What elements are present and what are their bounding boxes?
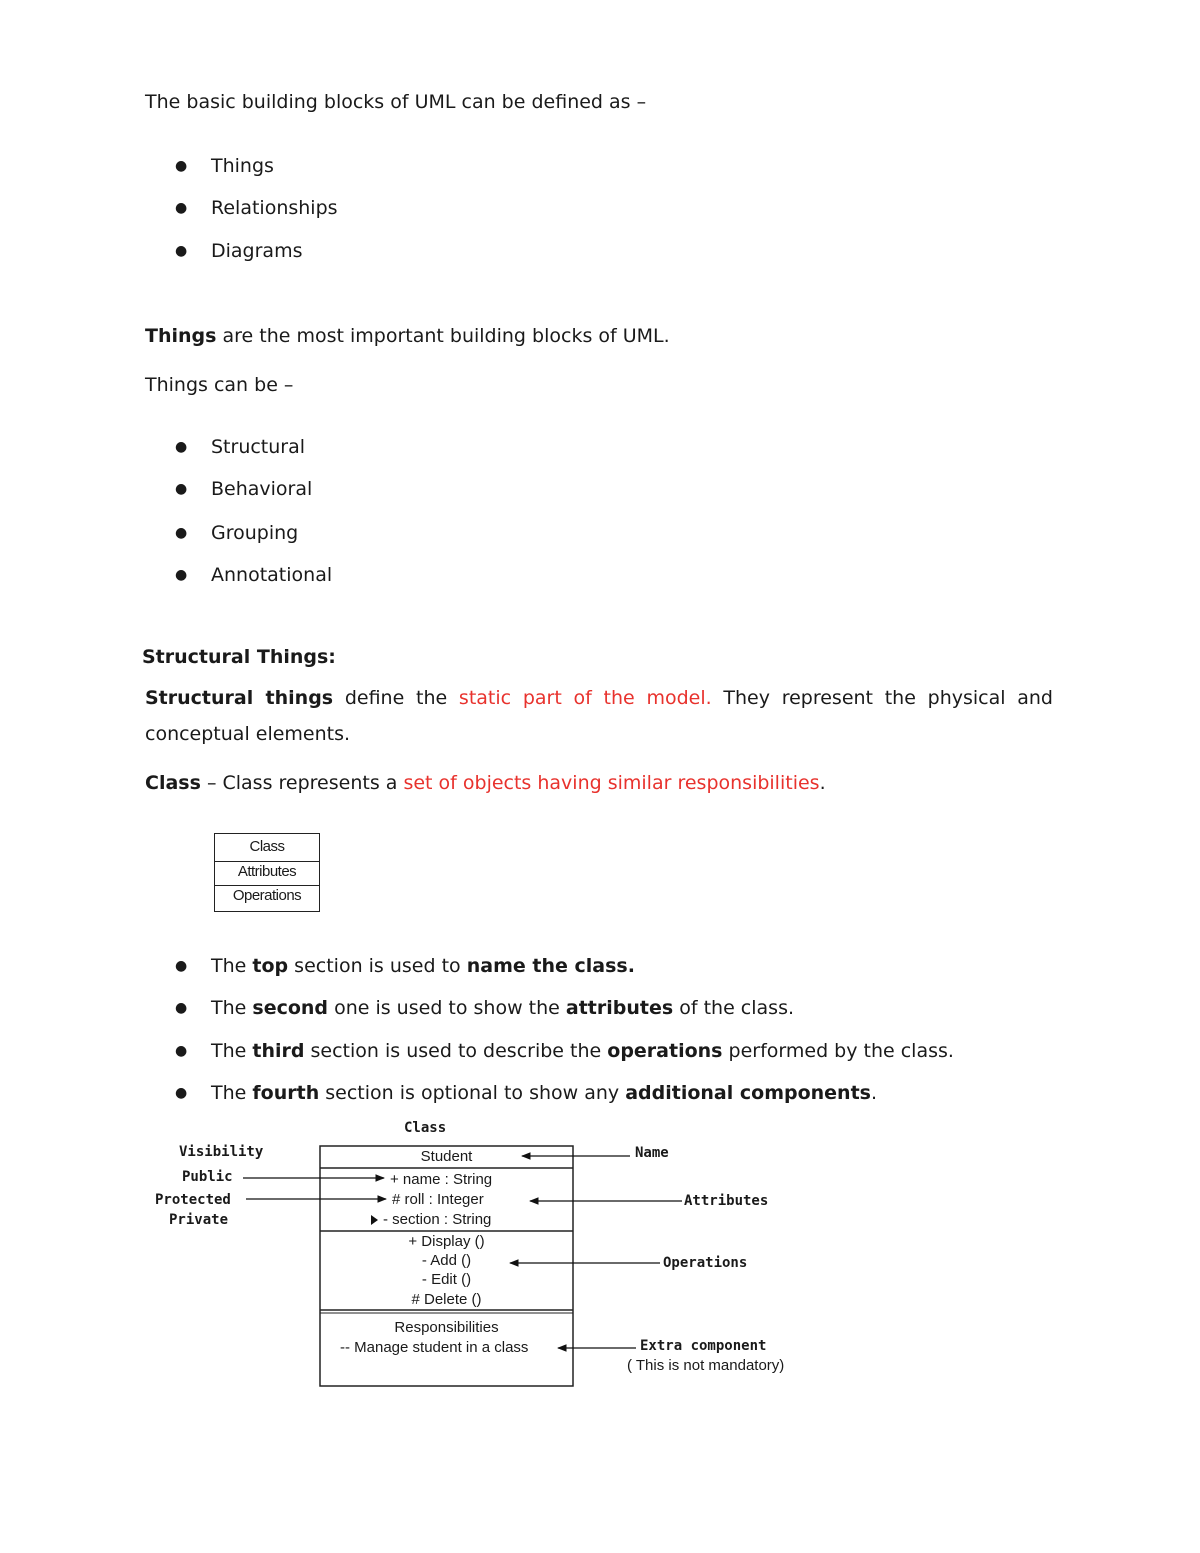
attribute-row: + name : String [390,1171,493,1188]
class-bold: Class [145,772,201,794]
public-label: Public [182,1169,233,1185]
private-label: Private [169,1212,229,1228]
bold-text: fourth [252,1082,320,1104]
bullet-icon: ● [175,1000,188,1016]
text: performed by the class. [722,1040,954,1062]
things-can-be: Things can be – [145,374,294,396]
list-item: Diagrams [211,240,303,262]
text: . [870,1082,878,1104]
structural-red-text: static part of the model. [458,687,712,709]
bold-text: third [252,1040,305,1062]
small-class-row-operations: Operations [232,887,302,904]
operation-row: - Edit () [421,1271,472,1288]
bold-text: operations [607,1040,723,1062]
bold-text: top [252,955,289,977]
text: The [211,955,253,977]
structural-heading: Structural Things: [142,646,336,668]
bullet-icon: ● [175,1043,188,1059]
diagram-top-label: Class [404,1120,447,1136]
class-red-text: set of objects having similar responsibilities [403,772,820,794]
bold-text: additional components [625,1082,871,1104]
bullet-icon: ● [175,200,188,216]
things-rest: are the most important building blocks of UML. [216,325,670,347]
attribute-row: # roll : Integer [392,1191,484,1208]
small-class-row-class: Class [249,838,285,855]
text: of the class. [673,997,795,1019]
structural-paragraph-line2: conceptual elements. [145,723,351,745]
bullet-icon: ● [175,567,188,583]
list-item: Behavioral [211,478,313,500]
text: section is optional to show any [319,1082,626,1104]
bullet-icon: ● [175,1085,188,1101]
operation-row: # Delete () [411,1291,482,1308]
responsibilities-row: -- Manage student in a class [340,1339,529,1356]
bullet-icon: ● [175,525,188,541]
text: section is used to [288,955,467,977]
text: one is used to show the [328,997,566,1019]
class-name-cell: Student [420,1148,473,1165]
attribute-row: - section : String [383,1211,492,1228]
text: section is used to describe the [304,1040,608,1062]
structural-things-bold: Structural things [145,687,334,709]
bullet-icon: ● [175,158,188,174]
class-text-end: . [819,772,826,794]
things-bold: Things [145,325,217,347]
bullet-icon: ● [175,439,188,455]
operation-row: + Display () [408,1233,485,1250]
text: The [211,997,253,1019]
operation-row: - Add () [421,1252,472,1269]
bullet-icon: ● [175,958,188,974]
responsibilities-title: Responsibilities [394,1319,499,1336]
operations-label: Operations [663,1255,748,1271]
extra-component-note: ( This is not mandatory) [627,1357,785,1374]
text: The [211,1082,253,1104]
extra-component-label: Extra component [640,1338,767,1354]
attributes-label: Attributes [684,1193,769,1209]
list-item: Things [211,155,274,177]
structural-text-1: define the [333,687,459,709]
bullet-icon: ● [175,243,188,259]
protected-label: Protected [155,1192,231,1208]
bold-text: second [252,997,329,1019]
list-item: Annotational [211,564,333,586]
text: The [211,1040,253,1062]
bold-text: name the class. [466,955,635,977]
name-label: Name [635,1145,669,1161]
list-item: Grouping [211,522,299,544]
structural-text-2: They represent the physical and [711,687,1053,709]
list-item: Relationships [211,197,338,219]
list-item: Structural [211,436,306,458]
visibility-label: Visibility [179,1144,264,1160]
intro-text: The basic building blocks of UML can be defined as – [145,91,647,113]
small-class-row-attributes: Attributes [237,863,297,880]
bullet-icon: ● [175,481,188,497]
class-text-1: – Class represents a [200,772,404,794]
bold-text: attributes [565,997,674,1019]
